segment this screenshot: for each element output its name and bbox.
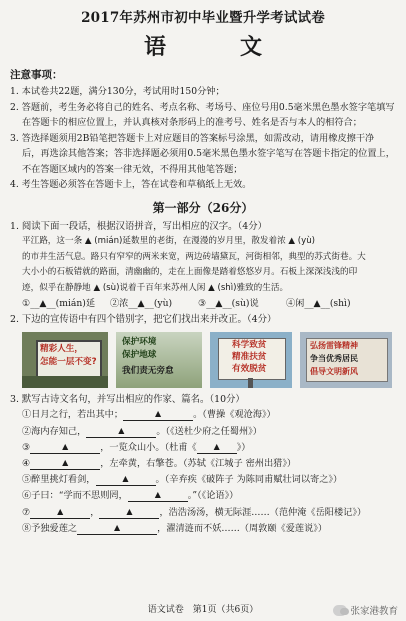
- recite-line-7: [10, 505, 396, 521]
- recite-text: ，: [90, 506, 100, 518]
- sign-photo-4: [300, 332, 392, 388]
- answer-blank[interactable]: ▲: [197, 443, 237, 454]
- recite-text: 。”（《论语》）: [187, 490, 239, 502]
- option-1: ①__▲__(mián)延: [22, 298, 96, 310]
- sign-photo-1: [22, 332, 108, 388]
- question-2-signs: [22, 332, 396, 388]
- sign-1-line-1: 精彩人生，: [40, 343, 83, 354]
- sign-photo-3: [210, 332, 292, 388]
- passage-line: 平江路，这一条 ▲ (mián)延数里的老街，在漫漫的岁月里，散发着浓 ▲ (yù): [22, 236, 315, 246]
- question-1-options: [10, 296, 396, 312]
- question-1-stem: 1. 阅读下面一段话，根据汉语拼音，写出相应的汉字。（4分）: [10, 220, 267, 232]
- sign-2-line-3: 我们责无旁怠: [122, 365, 174, 376]
- sign-3-line-3: 有效脱贫: [232, 363, 267, 374]
- answer-blank[interactable]: ▲: [96, 475, 156, 486]
- answer-blank[interactable]: ▲: [77, 524, 157, 535]
- recite-line-3: [10, 440, 396, 456]
- sign-post: [248, 378, 253, 388]
- answer-blank[interactable]: ▲: [30, 508, 90, 519]
- answer-blank[interactable]: ▲: [99, 508, 159, 519]
- recite-text: 。（曹操《观沧海》）: [193, 409, 276, 421]
- recite-text: 》）: [236, 441, 251, 453]
- notice-item: 4. 考生答题必须答在答题卡上，答在试卷和草稿纸上无效。: [10, 179, 252, 190]
- notice-item: 1. 本试卷共22题，满分130分，考试用时150分钟；: [10, 86, 225, 97]
- sign-4-line-3: 倡导文明新风: [310, 366, 358, 376]
- recite-text: ④: [22, 457, 31, 469]
- notice-list: [10, 84, 396, 193]
- recite-line-8: [10, 521, 396, 537]
- answer-blank[interactable]: ▲: [30, 443, 100, 454]
- sign-photo-2: [116, 332, 202, 388]
- sign-3-line-1: 科学致贫: [232, 339, 267, 350]
- passage-line: 的市井生活气息。路只有窄窄的两米来宽，两边砖墙黛瓦，河街相邻，典型的苏式街巷。大: [22, 251, 366, 262]
- wechat-icon: [333, 605, 347, 616]
- answer-blank[interactable]: ▲: [30, 459, 100, 470]
- recite-text: ③: [22, 441, 31, 453]
- question-2-stem: 2. 下边的宣传语中有四个错别字，把它们找出来并改正。（4分）: [10, 314, 277, 326]
- recite-text: ②海内存知己，: [22, 425, 87, 437]
- part-heading: 第一部分（26分）: [152, 200, 254, 215]
- sign-2-line-1: 保护环境: [122, 336, 157, 347]
- option-2: ②浓__▲__(yù): [110, 298, 173, 310]
- recite-line-1: [10, 407, 396, 423]
- answer-blank[interactable]: ▲: [128, 491, 188, 502]
- recite-text: ，一览众山小。（杜甫《: [100, 441, 197, 453]
- question-3-stem: 3. 默写古诗文名句，并写出相应的作家、篇名。（10分）: [10, 393, 245, 405]
- question-1-passage: [10, 234, 396, 296]
- passage-line: 迹，似乎在静静地 ▲ (sù)说着千百年来苏州人闲 ▲ (shì)雅致的生活。: [22, 282, 289, 293]
- option-4: ④闲__▲__(shì): [286, 298, 351, 310]
- recite-text: 。（辛弃疾《破阵子 为陈同甫赋壮词以寄之》）: [155, 474, 343, 486]
- recite-text: ①日月之行，若出其中；: [22, 409, 124, 421]
- notice-heading: 注意事项：: [10, 69, 63, 81]
- sign-2-line-2: 保护地球: [122, 349, 157, 360]
- notice-item: 2. 答题前，考生务必将自己的姓名、考点名称、考场号、座位号用0.5毫米黑色墨水签字笔填写: [10, 101, 395, 113]
- recite-line-5: [10, 472, 396, 488]
- notice-item: 在答题卡的相应位置上，并认真核对条形码上的准考号、姓名是否与本人的相符合；: [22, 117, 362, 128]
- sign-1-line-2: 怎能一层不变?: [40, 356, 97, 367]
- sign-4-line-2: 争当优秀居民: [310, 353, 358, 363]
- notice-item: 后，再选涂其他答案；答非选择题必须用0.5毫米黑色墨水签字笔写在答题卡指定的位置上，: [22, 148, 395, 159]
- notice-item: 3. 答选择题须用2B铅笔把答题卡上对应题目的答案标号涂黑，如需改动，请用橡皮擦干净: [10, 132, 375, 144]
- recite-text: ⑧予独爱莲之: [22, 522, 78, 534]
- recite-text: ⑦: [22, 506, 31, 518]
- recite-text: ⑥子曰：“学而不思则罔，: [22, 490, 128, 502]
- recite-text: ，左牵黄，右擎苍。（苏轼《江城子 密州出猎》）: [100, 457, 297, 469]
- watermark-text: 张家港教育: [350, 606, 398, 617]
- recite-line-4: [10, 456, 396, 472]
- exam-title: 2017年苏州市初中毕业暨升学考试试卷: [81, 10, 325, 26]
- recite-text: ⑤醉里挑灯看剑，: [22, 474, 96, 486]
- recite-text: ，浩浩汤汤，横无际涯……（范仲淹《岳阳楼记》）: [159, 506, 367, 518]
- passage-line: 大小小的石板错就的路面，清幽幽的，走在上面像是踏着悠悠岁月。石板上深深浅浅的印: [22, 267, 358, 278]
- question-3-list: [10, 407, 396, 537]
- subject-title: 语 文: [143, 34, 288, 60]
- option-3: ③__▲__(sù)说: [198, 298, 259, 310]
- page-footer: 语文试卷 第1页（共6页）: [147, 605, 259, 615]
- recite-text: ，濯清涟而不妖……（周敦颐《爱莲说》）: [157, 522, 328, 534]
- sign-3-line-2: 精准扶贫: [232, 351, 267, 362]
- watermark: [333, 603, 398, 617]
- grass-strip: [22, 376, 108, 388]
- recite-text: 。（《送杜少府之任蜀州》）: [156, 425, 262, 437]
- answer-blank[interactable]: ▲: [123, 410, 193, 421]
- recite-line-6: [10, 488, 396, 504]
- notice-item: 不在答题区域内的答案一律无效，不得用其他笔答题；: [22, 163, 243, 175]
- sign-4-line-1: 弘扬雷锋精神: [310, 340, 358, 350]
- answer-blank[interactable]: ▲: [86, 427, 156, 438]
- recite-line-2: [10, 424, 396, 440]
